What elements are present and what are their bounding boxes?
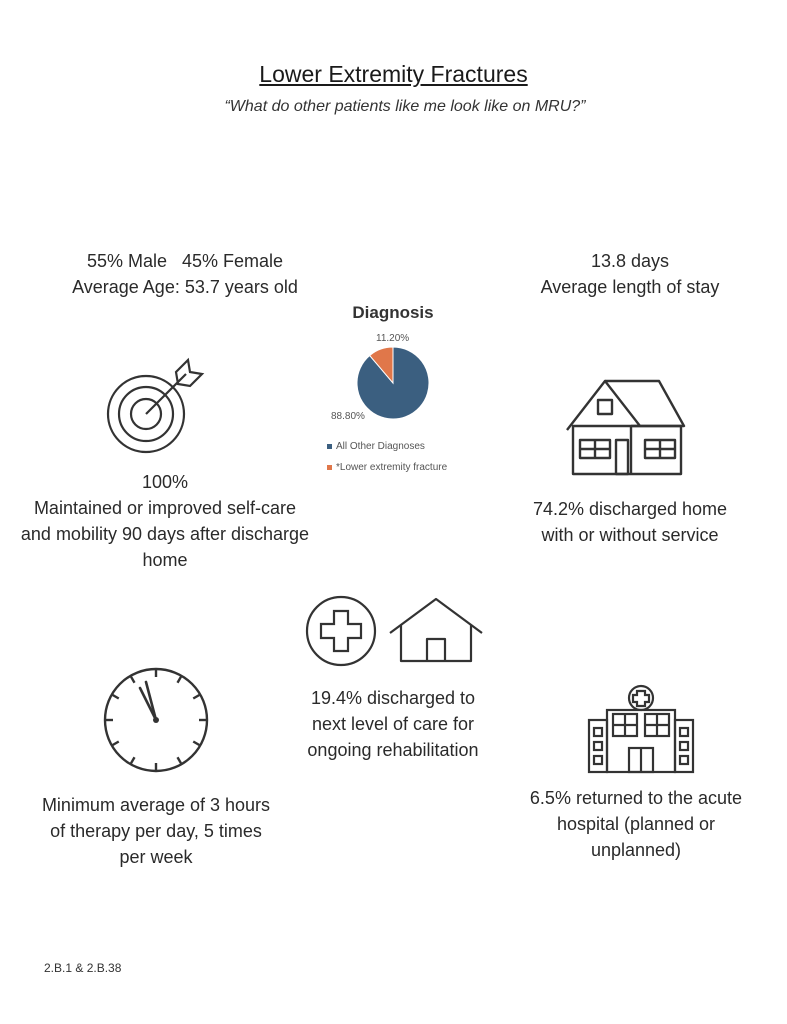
acute-block bbox=[522, 785, 750, 863]
clock-tick bbox=[113, 742, 119, 746]
length-of-stay-block bbox=[500, 248, 760, 300]
therapy-text: Minimum average of 3 hours of therapy per day, 5 times per week bbox=[41, 795, 271, 867]
house-icon bbox=[565, 378, 687, 476]
legend-swatch-fracture bbox=[327, 465, 332, 470]
next-level-block bbox=[293, 685, 493, 763]
pie-label-fracture: 11.20% bbox=[376, 333, 410, 344]
therapy-block bbox=[40, 792, 272, 870]
pie-chart bbox=[356, 346, 430, 420]
gender-stat: 55% Male 45% Female bbox=[86, 251, 284, 271]
clock-tick bbox=[178, 757, 182, 763]
age-stat: Average Age: 53.7 years old bbox=[72, 277, 298, 297]
legend-item-other bbox=[327, 441, 447, 452]
chart-title: Diagnosis bbox=[352, 303, 434, 322]
hospital-icon bbox=[587, 684, 697, 774]
acute-text: 6.5% returned to the acute hospital (planned or unplanned) bbox=[529, 788, 743, 860]
home-outline-icon bbox=[388, 597, 484, 663]
maintained-text: Maintained or improved self-care and mobility 90 days after discharge home bbox=[20, 498, 310, 570]
medical-cross-icon bbox=[305, 595, 377, 667]
clock-tick bbox=[131, 757, 135, 763]
clock-tick bbox=[131, 677, 135, 683]
maintained-block bbox=[20, 469, 310, 573]
clock-tick bbox=[193, 695, 199, 699]
discharged-home-block bbox=[520, 496, 740, 548]
pie-label-other: 88.80% bbox=[331, 411, 365, 422]
legend-item-fracture bbox=[327, 462, 447, 473]
footer-reference: 2.B.1 & 2.B.38 bbox=[44, 961, 122, 975]
discharged-home-text: 74.2% discharged home with or without service bbox=[532, 499, 728, 545]
clock-tick bbox=[113, 695, 119, 699]
next-level-text: 19.4% discharged to next level of care for ongoing rehabilitation bbox=[307, 688, 479, 760]
legend-label-fracture: *Lower extremity fracture bbox=[336, 462, 448, 473]
clock-tick bbox=[193, 742, 199, 746]
page-title: Lower Extremity Fractures bbox=[259, 61, 528, 87]
clock-icon bbox=[101, 665, 211, 775]
clock-tick bbox=[178, 677, 182, 683]
demographics-block bbox=[30, 248, 340, 300]
los-value: 13.8 days bbox=[590, 251, 670, 271]
page-subtitle: “What do other patients like me look like on MRU?” bbox=[224, 98, 586, 115]
legend-label-other: All Other Diagnoses bbox=[336, 441, 425, 452]
chart-legend bbox=[327, 441, 447, 473]
legend-swatch-other bbox=[327, 444, 332, 449]
los-label: Average length of stay bbox=[540, 277, 720, 297]
target-icon bbox=[104, 358, 204, 458]
maintained-pct: 100% bbox=[141, 472, 189, 492]
